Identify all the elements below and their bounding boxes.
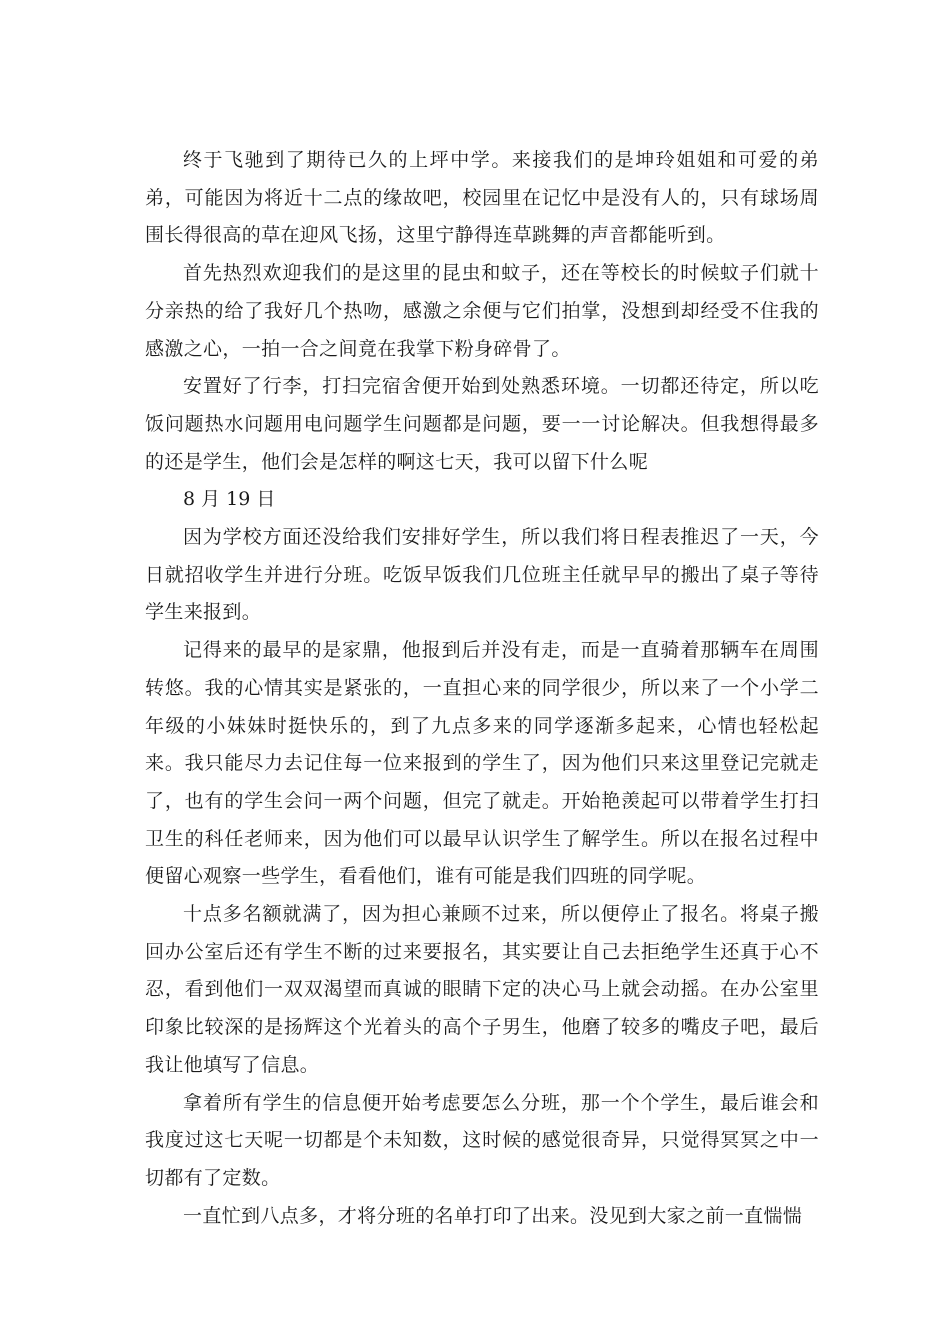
paragraph-settling-in: 安置好了行李，打扫完宿舍便开始到处熟悉环境。一切都还待定，所以吃饭问题热水问题用电问题学生问题都是问题，要一一讨论解决。但我想得最多的还是学生，他们会是怎样的啊这七天，我可以留下什么呢: [145, 375, 819, 473]
paragraph-insects: 首先热烈欢迎我们的是这里的昆虫和蚊子，还在等校长的时候蚊子们就十分亲热的给了我好几个热吻，感激之余便与它们拍掌，没想到却经受不住我的感激之心，一拍一合之间竟在我掌下粉身碎骨了。: [145, 262, 819, 360]
date-heading: 8 月 19 日: [183, 488, 276, 511]
paragraph-class-assignment: 拿着所有学生的信息便开始考虑要怎么分班，那一个个学生，最后谁会和我度过这七天呢一切都是个未知数，这时候的感觉很奇异，只觉得冥冥之中一切都有了定数。: [145, 1091, 819, 1189]
document-body: [145, 142, 819, 1235]
paragraph-enrollment: 因为学校方面还没给我们安排好学生，所以我们将日程表推迟了一天，今日就招收学生并进行分班。吃饭早饭我们几位班主任就早早的搬出了桌子等待学生来报到。: [145, 526, 819, 624]
paragraph-first-student: 记得来的最早的是家鼎，他报到后并没有走，而是一直骑着那辆车在周围转悠。我的心情其实是紧张的，一直担心来的同学很少，所以来了一个小学二年级的小妹妹时挺快乐的，到了九点多来的同学逐渐多起来，心情也轻松起来。我只能尽力去记住每一位来报到的学生了，因为他们只来这里登记完就走了，也有的学生会问一两个问题，但完了就走。开始艳羡起可以带着学生打扫卫生的科任老师来，因为他们可以最早认识学生了解学生。所以在报名过程中便留心观察一些学生，看看他们，谁有可能是我们四班的同学呢。: [145, 639, 819, 888]
paragraph-printing-list: 一直忙到八点多，才将分班的名单打印了出来。没见到大家之前一直惴惴: [183, 1204, 803, 1227]
paragraph-arrival: 终于飞驰到了期待已久的上坪中学。来接我们的是坤玲姐姐和可爱的弟弟，可能因为将近十二点的缘故吧，校园里在记忆中是没有人的，只有球场周围长得很高的草在迎风飞扬，这里宁静得连草跳舞的声音都能听到。: [145, 149, 819, 247]
paragraph-registration-full: 十点多名额就满了，因为担心兼顾不过来，所以便停止了报名。将桌子搬回办公室后还有学生不断的过来要报名，其实要让自己去拒绝学生还真于心不忍，看到他们一双双渴望而真诚的眼睛下定的决心马上就会动摇。在办公室里印象比较深的是扬辉这个光着头的高个子男生，他磨了较多的嘴皮子吧，最后我让他填写了信息。: [145, 903, 819, 1076]
